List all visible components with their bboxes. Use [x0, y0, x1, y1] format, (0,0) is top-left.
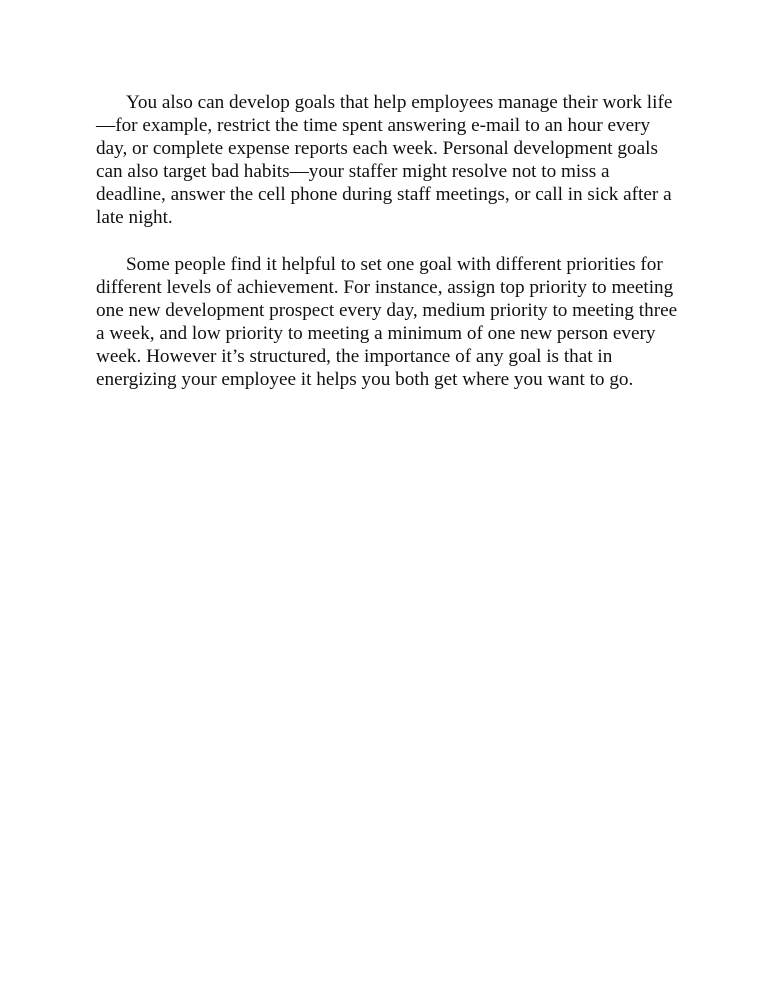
- paragraph-spacer: [96, 229, 674, 253]
- paragraph-line: one new development prospect every day, medium priority to meeting three: [96, 300, 678, 321]
- paragraph-priority-levels: [96, 253, 678, 391]
- paragraph-line: Some people find it helpful to set one goal with different priorities for: [126, 254, 663, 275]
- paragraph-line: day, or complete expense reports each week. Personal development goals: [96, 138, 658, 159]
- paragraph-line: late night.: [96, 207, 173, 228]
- paragraph-line: a week, and low priority to meeting a minimum of one new person every: [96, 323, 656, 344]
- paragraph-line: energizing your employee it helps you both get where you want to go.: [96, 369, 634, 390]
- paragraph-line: —for example, restrict the time spent answering e-mail to an hour every: [96, 115, 651, 136]
- paragraph-line: can also target bad habits—your staffer might resolve not to miss a: [96, 161, 610, 182]
- paragraph-line: week. However it’s structured, the importance of any goal is that in: [96, 346, 613, 367]
- paragraph-line: You also can develop goals that help employees manage their work life: [126, 92, 673, 113]
- paragraph-line: deadline, answer the cell phone during staff meetings, or call in sick after a: [96, 184, 672, 205]
- body-text: [96, 91, 678, 391]
- paragraph-line: different levels of achievement. For instance, assign top priority to meeting: [96, 277, 674, 298]
- paragraph-work-life-goals: [96, 91, 674, 229]
